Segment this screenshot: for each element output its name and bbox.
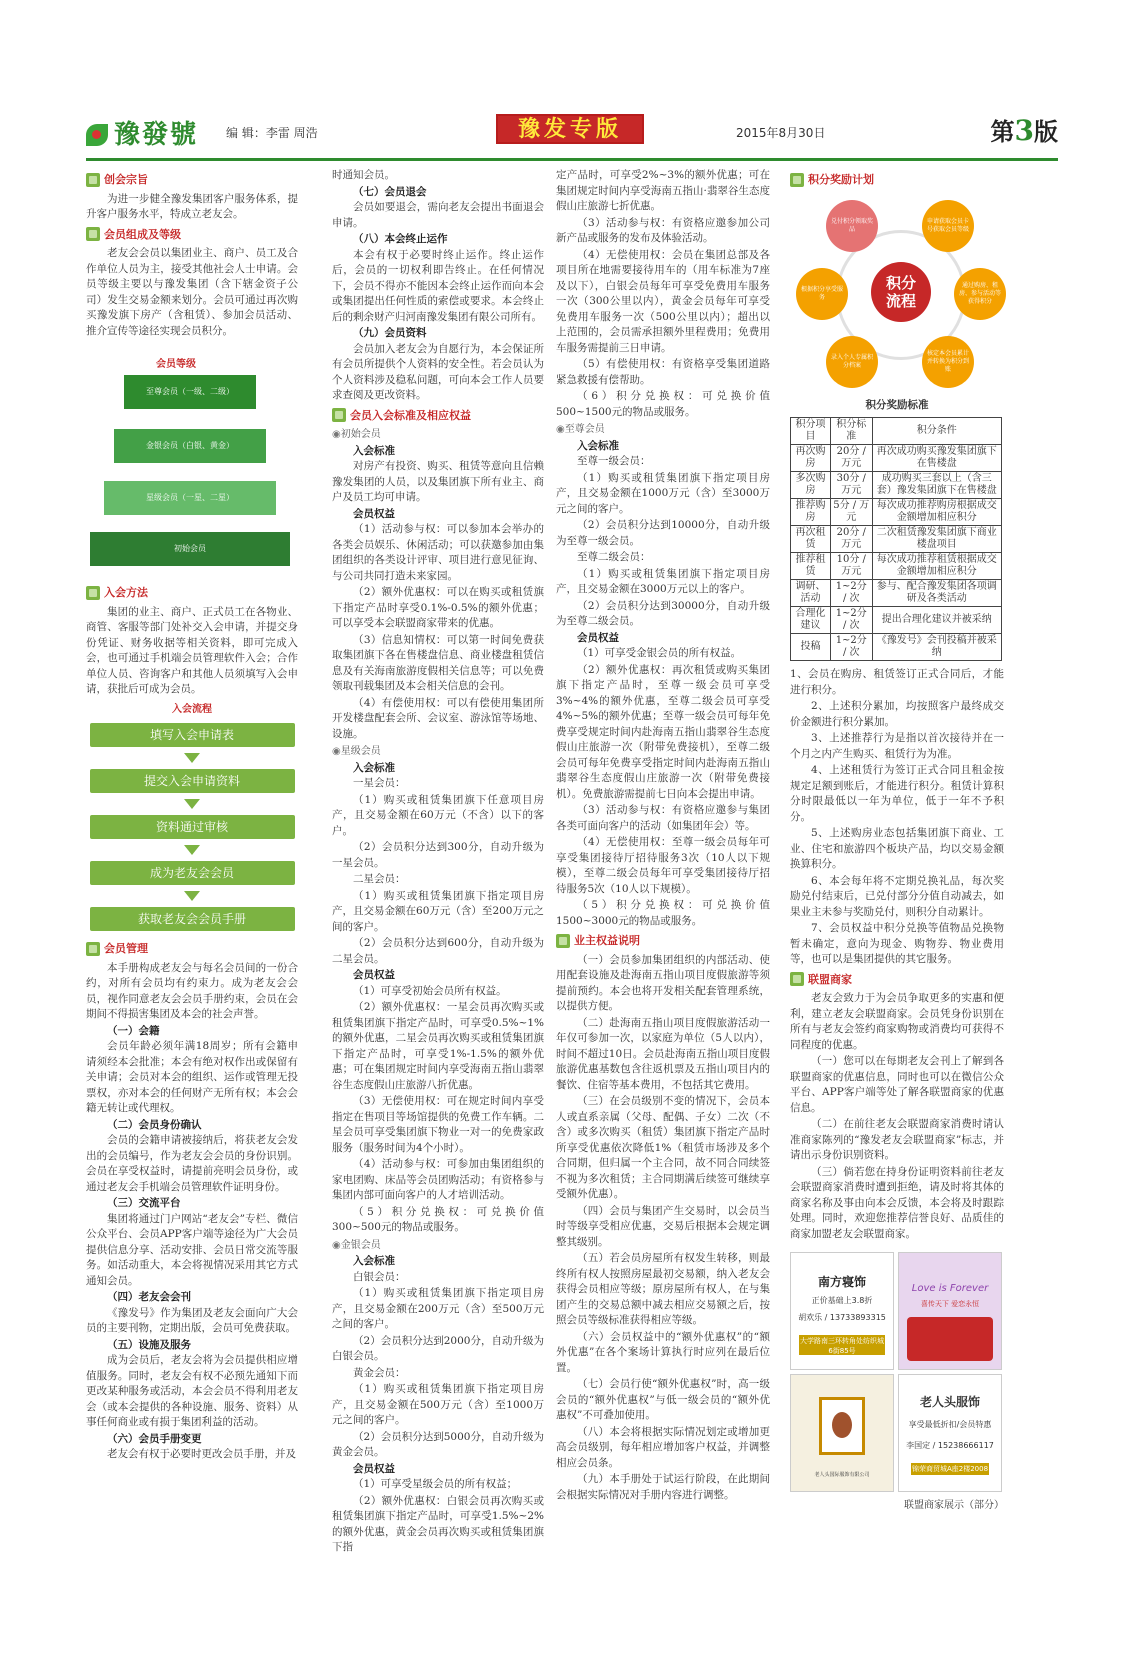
level-label: ◉ 星级会员 [332,744,544,760]
paragraph: （三）倘若您在持身份证明资料前往老友会联盟商家消费时遭到拒绝，请及时将其体的商家名称及事由向本会反馈，本会将及时跟踪处理。同时，欢迎您推荐信誉良好、品质佳的商家加盟老友会联盟商家。 [790,1165,1004,1240]
table-row: 再次购房 20分 / 万元 再次成功购买豫发集团旗下在售楼盘 [791,445,1002,472]
column-4 [790,168,1004,1514]
paragraph: （3）信息知情权：可以第一时间免费获取集团旗下各在售楼盘信息、商业楼盘租赁信息及有关海南旅游度假相关信息等；可以免费领取刊载集团及本会相关信息的会刊。 [332,633,544,692]
paragraph: 老友会有权于必要时更改会员手册，并及 [107,1448,296,1460]
column-header: 积分条件 [872,418,1001,445]
table-row: 投稿 1~2分 / 次 《豫发号》会刊投稿并被采纳 [791,634,1002,661]
paragraph: （4）无偿使用权：会员在集团总部及各项目所在地需要接待用车的（用车标准为7座及以下），白银会员每年可享受免费用车服务一次（300公里以内），黄金会员每年可享受免费用车服务一次（500公里以内）；超出以上范围的，会员需承担额外里程费用；免费用车服务需提前三日申请。 [556,248,770,354]
table-header-row [791,418,1002,445]
paragraph: 本会有权于必要时终止运作。终止运作后，会员的一切权利即告终止。在任何情况下，会员不得亦不能因本会终止运作而向本会或集团提出任何性质的索偿或要求。本会终止后的剩余财产归河南豫发集团有限公司所有。 [332,248,544,323]
pyramid-step-gold: 金银会员（白银、黄金） [114,429,266,463]
laorentou-logo-icon [819,1397,865,1455]
paragraph: （一）会员参加集团组织的内部活动、使用配套设施及赴海南五指山项目度假旅游等须提前预约。本会也将开发相关配套管理系统，以提供方便。 [556,953,770,1012]
subheading: （八）本会终止运作 [353,233,448,245]
note: 2、上述积分累加，均按照客户最终成交价金额进行积分累加。 [790,700,1004,728]
flow-step: 成为老友会会员 [90,861,295,885]
subheading: （三）交流平台 [107,1197,181,1209]
table-row: 多次购房 30分 / 万元 成功购买三套以上（含三套）豫发集团旗下在售楼盘 [791,472,1002,499]
ad-title: 老人头服饰 [919,1395,980,1409]
paragraph: （1）购买或租赁集团旗下指定项目房产，且交易金额在1000万元（含）至3000万元之间的客户。 [556,471,770,515]
masthead-logo [86,114,198,151]
table-caption: 积分奖励标准 [865,398,929,411]
paragraph: （5）积分兑换权：可兑换价值1500~3000元的物品或服务。 [556,899,770,927]
subheading: （一）会籍 [107,1024,160,1037]
subheading: （五）设施及服务 [107,1338,191,1351]
ad-line: 正价基础上3.8折 [811,1295,873,1305]
bed-image [907,1317,993,1361]
pyramid-step-top: 至尊会员（一级、二级） [124,375,256,409]
section-icon [86,942,100,956]
leaf-icon [86,124,108,146]
flow-step: 提交入会申请资料 [90,769,295,793]
points-table [790,417,1002,661]
ad-title: 南方寝饰 [817,1275,866,1289]
paragraph: 对房产有投资、购买、租赁等意向且信赖豫发集团的人员，以及集团旗下所有业主、商户及员工均可申请。 [332,460,544,503]
pyramid-step-star: 星级会员（一星、二星） [104,481,276,515]
table-row: 再次租赁 20分 / 万元 二次租赁豫发集团旗下商业楼盘项目 [791,526,1002,553]
note: 7、会员权益中积分兑换等值物品兑换物暂未确定，意向为现金、购物券、物业费用等，也可以是集团提供的其它服务。 [790,922,1004,965]
cycle-center: 积分 流程 [871,262,931,322]
table-row: 推荐购房 5分 / 万元 每次成功推荐购房根据成交金额增加相应积分 [791,499,1002,526]
paragraph: （1）购买或租赁集团旗下指定项目房产，且交易金额在500万元（含）至1000万元之间的客户。 [332,1383,544,1426]
column-1 [86,168,298,1464]
header-rule [86,158,1058,161]
paragraph: （1）购买或租赁集团旗下指定项目房产，且交易金额在3000万元以上的客户。 [556,567,770,595]
table-row: 合理化建议 1~2分 / 次 提出合理化建议并被采纳 [791,607,1002,634]
section-icon [556,934,570,948]
ad-address: 大学路南三环转角处纺织城6街85号 [800,1337,884,1355]
subheading: 会员权益 [353,507,395,520]
table-row: 推荐租赁 10分 / 万元 每次成功推荐租赁根据成交金额增加相应积分 [791,553,1002,580]
paragraph: （三）在会员级别不变的情况下，会员本人或直系亲属（父母、配偶、子女）二次（不含）或多次购买（租赁）集团旗下指定产品时所享受优惠依次降低1%（租赁市场涉及多个合同期，但归属一个主合同，故不同合同续签不视为多次租赁；主合同期满后续签可继续享受额外优惠）。 [556,1095,770,1200]
page-header [86,112,1058,156]
column-header: 积分标准 [830,418,872,445]
cycle-node: 核定本会员累计并转换为积分到账 [922,336,974,388]
paragraph: （3）无偿使用权：可在规定时间内享受指定在售项目等场馆提供的免费工作车辆。二星会员可享受集团旗下物业一对一的免费家政服务（服务时间为4个小时）。 [332,1095,544,1154]
paragraph: 《豫发号》作为集团及老友会面向广大会员的主要刊物，定期出版，会员可免费获取。 [86,1306,298,1334]
ad-laorentou-logo [790,1374,894,1492]
paragraph: （1）活动参与权：可以参加本会举办的各类会员娱乐、休闲活动；可以获邀参加由集团组织的各类设计评审、项目进行意见征询、与公司共同打造未来家园。 [332,523,544,582]
paragraph: （2）会员积分达到30000分，自动升级为至尊二级会员。 [556,599,770,627]
up-arrow-icon [186,467,196,477]
subheading: 入会标准 [353,761,395,774]
flow-step: 资料通过审核 [90,815,295,839]
up-arrow-icon [186,519,196,529]
section-heading: 积分奖励计划 [790,172,1004,188]
paragraph: （四）会员与集团产生交易时，以会员当时等级享受相应优惠，交易后根据本会规定调整其级别。 [556,1204,770,1248]
paragraph: （2）额外优惠权：一星会员再次购买或租赁集团旗下指定产品时，可享受0.5%~1%的额外优惠，二星会员再次购买或租赁集团旗下指定产品时，可享受1%-1.5%的额外优惠；可在集团规定时间内享受海南五指山翡翠谷生态度假山庄旅游八折优惠。 [332,1001,544,1091]
section-icon [86,173,100,187]
level-label: ◉ 金银会员 [332,1238,544,1254]
paragraph: 会员加入老友会为自愿行为，本会保证所有会员所提供个人资料的安全性。若会员认为个人资料涉及稳私问题，可向本会工作人员要求查阅及更改资料。 [332,342,544,401]
subheading: （二）会员身份确认 [107,1118,202,1131]
section-icon [332,408,346,422]
down-arrow-icon [184,845,200,855]
paragraph: （4）无偿使用权：至尊一级会员每年可享受集团接待厅招待服务3次（10人以下规模），至尊二级会员每年可享受集团接待厅招待服务5次（10人以下规模）。 [556,836,770,895]
paragraph: 本手册构成老友会与每名会员间的一份合约，对所有会员均有约束力。成为老友会会员，视作同意老友会会员手册约束，会员在会期间不得损害集团及本会的社会声誉。 [86,961,298,1020]
note: 3、上述推荐行为是指以首次接待并在一个月之内产生购买、租赁行为为准。 [790,732,1004,760]
ad-caption: 老人头国际服饰有限公司 [814,1471,870,1478]
issue-date: 2015年8月30日 [736,126,826,140]
subheading: （七）会员退会 [353,185,427,198]
subheading: 入会标准 [577,439,619,452]
note: 4、上述租赁行为签订正式合同且租金按规定足额到账后，才能进行积分。租赁计算积分时限最低以一年为单位，低于一年不予积分。 [790,764,1004,823]
subheading: 入会标准 [353,1255,395,1267]
table-row: 调研、活动 1~2分 / 次 参与、配合豫发集团各项调研及各类活动 [791,580,1002,607]
pyramid-step-base: 初始会员 [90,532,290,566]
paragraph: （2）额外优惠权：可以在购买或租赁旗下指定产品时享受0.1%-0.5%的额外优惠；可以享受本会联盟商家带来的优惠。 [332,586,544,629]
paragraph: （七）会员行使“额外优惠权”时，高一级会员的“额外优惠权”与低一级会员的“额外优惠权”不可叠加使用。 [556,1378,770,1421]
paragraph: 集团将通过门户网站“老友会”专栏、微信公众平台、会员APP客户端等途径为广大会员提供信息分享、活动安排、会员日常交流等服务。如活动重大，本会将视情况采用其它方式通知会员。 [86,1212,298,1287]
section-icon [790,173,804,187]
paragraph: （4）有偿使用权：可以有偿使用集团所开发楼盘配套会所、会议室、游泳馆等场地、设施。 [332,696,544,740]
paragraph: 老友会致力于为会员争取更多的实惠和便利，建立老友会联盟商家。会员凭身份识别在所有与老友会签约商家购物或消费均可获得不同程度的优惠。 [790,992,1004,1051]
paragraph: （4）活动参与权：可参加由集团组织的家电团购、床品等会员团购活动；有资格参与集团内部可面向客户的人才培训活动。 [332,1158,544,1201]
paragraph: （2）会员积分达到300分，自动升级为一星会员。 [332,841,544,869]
paragraph: （1）可享受初始会员所有权益。 [353,984,507,997]
partner-ads [790,1252,1004,1492]
editor-line: 编 辑：李雷 周浩 [226,126,318,140]
paragraph: 成为会员后，老友会将为会员提供相应增值服务。同时，老友会有权不必预先通知下而更改某种服务或活动，本会会员不得利用老友会（或本会提供的各种设施、服务、资料）从事任何商业或有损于集团利益的活动。 [86,1354,298,1428]
paragraph: （六）会员权益中的“额外优惠权”的“额外优惠”在各个案场计算执行时应列在最后位置。 [556,1330,770,1374]
cycle-node: 根据积分享受服务 [796,268,848,320]
section-icon [86,227,100,241]
paragraph: （二）在前往老友会联盟商家消费时请认准商家陈列的“豫发老友会联盟商家”标志，并请出示身份识别资料。 [790,1118,1004,1161]
cycle-node: 兑付积分领取奖品 [826,200,878,252]
ad-love-forever [898,1252,1002,1370]
paragraph: 白银会员： [353,1270,406,1283]
note: 6、本会每年将不定期兑换礼品，每次奖励兑付结束后，已兑付部分分值自动减去，如果业主未参与奖励兑付，则积分自动累计。 [790,874,1004,918]
paragraph: 时通知会员。 [332,169,395,181]
paragraph: （五）若会员房屋所有权发生转移，则最终所有权人按照房屋最初交易额，纳入老友会获得会员相应等级；原房屋所有权人，在与集团产生的交易总额中减去相应交易额之后，按照会员等级标准获得相应等级。 [556,1252,770,1326]
cycle-node: 通过购房、租房、参与活动等获得积分 [954,268,1006,320]
ad-sub: 喜传天下 爱恋永恒 [920,1299,980,1308]
paragraph: （2）会员积分达到2000分，自动升级为白银会员。 [332,1334,544,1362]
down-arrow-icon [184,891,200,901]
ad-nanfang-bedding [790,1252,894,1370]
membership-pyramid [86,347,296,577]
paragraph: （九）本手册处于试运行阶段，在此期间会根据实际情况对手册内容进行调整。 [556,1473,770,1501]
paragraph: （二）赴海南五指山项目度假旅游活动一年仅可参加一次，以家庭为单位（5人以内），时间不超过10日。会员赴海南五指山项目度假旅游优惠基数包含往返机票及五指山项目内的餐饮、住宿等基本费用，不包括其它费用。 [556,1016,770,1091]
section-heading: 业主权益说明 [556,933,770,949]
paragraph: 至尊二级会员： [577,551,651,563]
paragraph: （一）您可以在每期老友会刊上了解到各联盟商家的优惠信息，同时也可以在微信公众平台、APP客户端等处了解各联盟商家的优惠信息。 [790,1055,1004,1114]
section-heading: 会员组成及等级 [86,227,298,243]
section-heading: 会员入会标准及相应权益 [332,408,544,424]
paragraph: （八）本会将根据实际情况划定或增加更高会员级别，每年相应增加客户权益，并调整相应会员条。 [556,1425,770,1469]
ad-line: 李国定 / 15238666117 [906,1441,994,1450]
up-arrow-icon [186,413,196,423]
level-label: ◉ 初始会员 [332,427,544,443]
paragraph: （5）有偿使用权：有资格享受集团道路紧急救援有偿帮助。 [556,358,770,386]
section-icon [86,586,100,600]
paragraph: 一星会员： [353,777,406,789]
flow-step: 填写入会申请表 [90,723,295,747]
paragraph: 黄金会员： [353,1366,406,1379]
subheading: （四）老友会会刊 [107,1291,191,1303]
paragraph: 会员年龄必须年满18周岁；所有会籍申请须经本会批准；本会有绝对权作出或保留有关申请；会员对本会的组织、运作或管理无投票权，亦对本会的任何财产无所有权；本会会籍无转让或代理权。 [86,1040,298,1114]
section-heading: 创会宗旨 [86,172,298,188]
section-banner: 豫发专版 [496,114,644,144]
paragraph: （6）积分兑换权：可兑换价值500~1500元的物品或服务。 [556,390,770,418]
ad-line: 胡欢乐 / 13733893315 [798,1313,886,1322]
section-icon [790,972,804,986]
paragraph: （2）额外优惠权：白银会员再次购买或租赁集团旗下指定产品时，可享受1.5%~2%的额外优惠，黄金会员再次购买或租赁集团旗下指 [332,1494,544,1553]
column-header: 积分项目 [791,418,831,445]
cycle-node: 申请获取会员卡号获取会员等级 [922,200,974,252]
paragraph: 至尊一级会员： [577,455,651,467]
paragraph: （3）活动参与权：有资格应邀参加公司新产品或服务的发布及体验活动。 [556,216,770,244]
logo-text: 豫發號 [114,120,199,150]
edition-number: 第3版 [990,114,1058,147]
ad-line: 享受最低折扣/会员特惠 [908,1419,992,1429]
subheading: （九）会员资料 [353,327,427,339]
ad-address: 锦荣商贸城A座2楼2008 [911,1465,989,1473]
paragraph: （1）购买或租赁集团旗下任意项目房产，且交易金额在60万元（不含）以下的客户。 [332,793,544,837]
paragraph: （5）积分兑换权：可兑换价值300~500元的物品或服务。 [332,1205,544,1233]
subheading: 会员权益 [353,1462,395,1475]
paragraph: 老友会会员以集团业主、商户、员工及合作单位人员为主，接受其他社会人士申请。会员等级主要以与豫发集团（含下辖金资子公司）发生交易金额来划分。会员可通过再次购买豫发旗下房产（含租赁）、参加会员活动、推介宣传等途径实现会员积分。 [86,247,298,337]
paragraph: （1）可享受金银会员的所有权益。 [577,647,742,659]
paragraph: 会员如要退会，需向老友会提出书面退会申请。 [332,201,544,229]
paragraph: 会员的会籍申请被接纳后，将获老友会发出的会员编号，作为老友会会员的身份识别。会员在享受权益时，请提前亮明会员身份，或通过老友会手机端会员管理软件证明身份。 [86,1134,298,1193]
paragraph: （1）可享受星级会员的所有权益； [353,1478,518,1490]
section-heading: 会员管理 [86,941,298,957]
column-3 [556,168,770,1504]
paragraph: （3）活动参与权：有资格应邀参与集团各类可面向客户的活动（如集团年会）等。 [556,804,770,832]
paragraph: 为进一步健全豫发集团客户服务体系，提升客户服务水平，特成立老友会。 [86,192,298,220]
subheading: （六）会员手册变更 [107,1432,202,1445]
points-cycle-diagram [796,194,1006,394]
paragraph: 二星会员： [353,873,406,885]
section-heading: 联盟商家 [790,972,1004,988]
down-arrow-icon [184,753,200,763]
pyramid-title: 会员等级 [156,359,196,370]
paragraph: 定产品时，可享受2%~3%的额外优惠；可在集团规定时间内享受海南五指山·翡翠谷生态度假山庄旅游七折优惠。 [556,169,770,212]
flow-step: 获取老友会会员手册 [90,907,295,931]
join-flowchart [86,723,298,931]
paragraph: （2）会员积分达到10000分，自动升级为至尊一级会员。 [556,519,770,547]
flow-title: 入会流程 [172,703,212,715]
cycle-node: 录入个人专属积分档案 [826,336,878,388]
ads-caption: 联盟商家展示（部分） [904,1500,1004,1511]
level-label: ◉ 至尊会员 [556,422,770,438]
paragraph: （2）额外优惠权：再次租赁或购买集团旗下指定产品时，至尊一级会员可享受3%~4%的额外优惠，至尊二级会员可享受4%~5%的额外优惠；至尊一级会员可每年免费享受规定时间内赴海南五指山翡翠谷生态度假山庄旅游一次（附带免费接机），至尊二级会员可每年免费享受指定时间内赴海南五指山翡翠谷生态度假山庄旅游一次（附带免费接机）。免费旅游需提前七日向本会提出申请。 [556,663,770,800]
subheading: 会员权益 [577,631,619,644]
note: 1、会员在购房、租赁签订正式合同后，才能进行积分。 [790,668,1004,696]
note: 5、上述购房业态包括集团旗下商业、工业、住宅和旅游四个板块产品，均以交易金额换算积分。 [790,827,1004,870]
paragraph: （1）购买或租赁集团旗下指定项目房产，且交易金额在200万元（含）至500万元之间的客户。 [332,1287,544,1330]
subheading: 会员权益 [353,969,395,981]
paragraph: （2）会员积分达到600分，自动升级为二星会员。 [332,937,544,965]
down-arrow-icon [184,799,200,809]
paragraph: （2）会员积分达到5000分，自动升级为黄金会员。 [332,1430,544,1458]
ad-slogan: Love is Forever [911,1283,989,1294]
paragraph: 集团的业主、商户、正式员工在各物业、商管、客服等部门处补交入会申请，并提交身份凭证、财务收据等相关资料，即可完成入会，也可通过手机端会员管理软件入会；合作单位人员、咨询客户和其他人员须填写入会申请，获批后可成为会员。 [86,605,298,695]
paragraph: （1）购买或租赁集团旗下指定项目房产，且交易金额在60万元（含）至200万元之间的客户。 [332,889,544,933]
ad-laorentou-apparel [898,1374,1002,1492]
column-2 [332,168,544,1557]
section-heading: 入会方法 [86,585,298,601]
subheading: 入会标准 [353,444,395,457]
